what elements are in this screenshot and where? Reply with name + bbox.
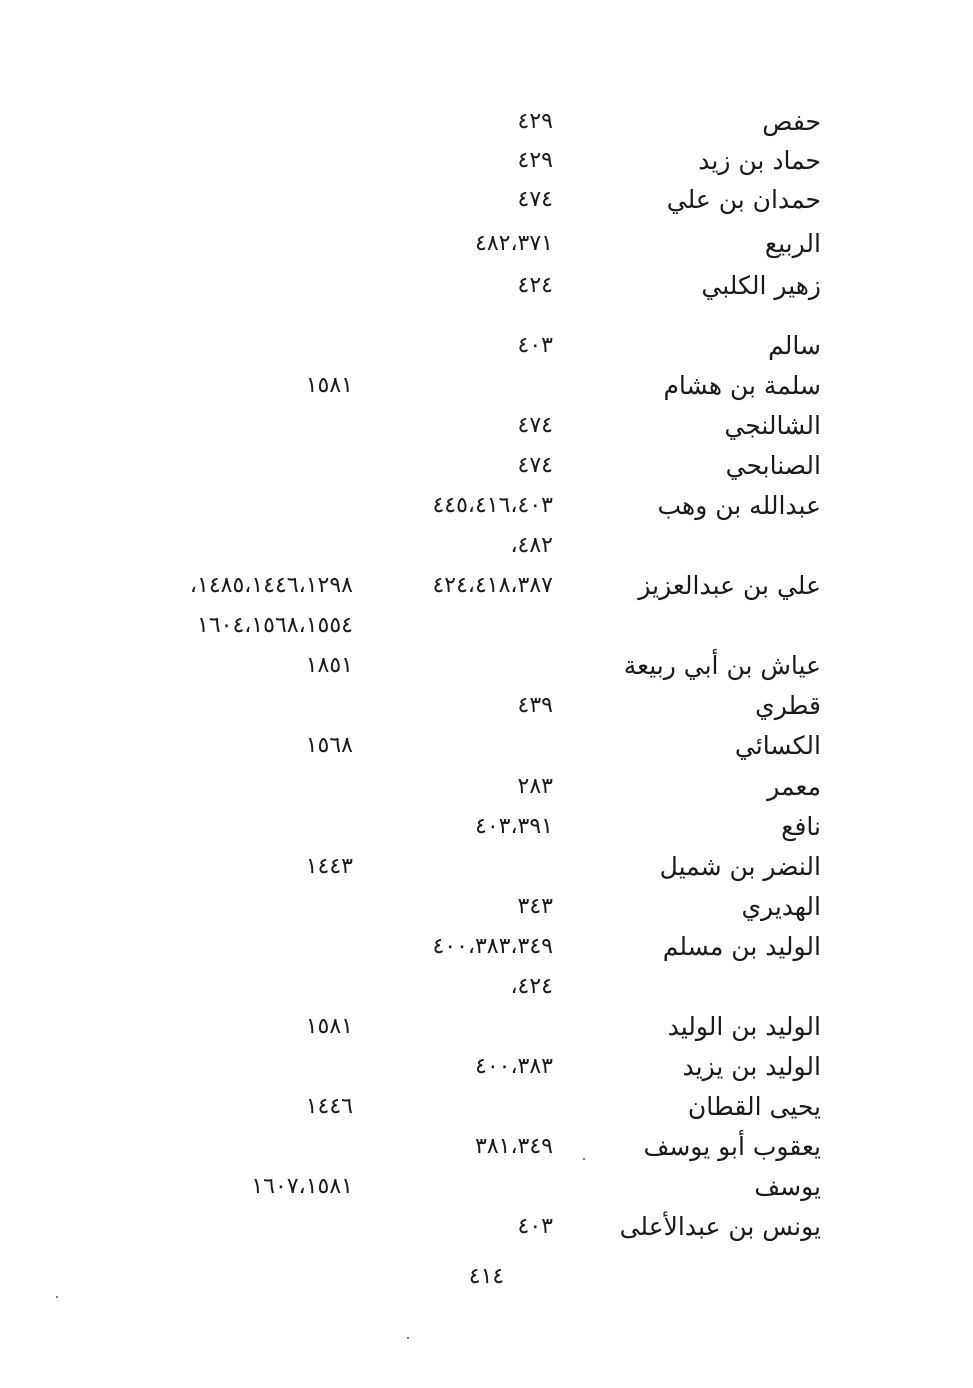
entry-ref-col2: ١٦٠٧،١٥٨١	[251, 1174, 353, 1199]
entry-name: حفص	[762, 107, 821, 136]
entry-ref-col1-continued: ٤٢٤،	[510, 974, 553, 999]
entry-ref-col2: ١٤٨٥،١٤٤٦،١٢٩٨،	[189, 573, 353, 598]
entry-name: النضر بن شميل	[659, 852, 821, 881]
entry-name: الشالنجي	[724, 411, 821, 440]
entry-name: يحيى القطان	[687, 1092, 821, 1121]
entry-ref-col2: ١٤٤٣	[305, 854, 353, 879]
entry-ref-col1: ٤٧٤	[517, 453, 553, 478]
entry-ref-col1: ٤٢٩	[517, 148, 553, 173]
entry-name: الوليد بن مسلم	[662, 932, 821, 961]
entry-ref-col1: ٤٠٣	[517, 1214, 553, 1239]
entry-name: عياش بن أبي ربيعة	[623, 651, 821, 680]
entry-ref-col1: ٤٧٤	[517, 413, 553, 438]
scan-speck	[56, 1296, 58, 1298]
entry-name: نافع	[781, 812, 821, 841]
entry-ref-col1-continued: ٤٨٢،	[510, 533, 553, 558]
entry-name: حماد بن زيد	[698, 146, 821, 175]
entry-ref-col1: ٢٨٣	[517, 774, 553, 799]
entry-name: الوليد بن الوليد	[667, 1012, 821, 1041]
entry-ref-col2: ١٥٦٨	[305, 733, 353, 758]
entry-name: الكسائي	[734, 731, 821, 760]
entry-ref-col1: ٤٢٤	[517, 273, 553, 298]
entry-name: يعقوب أبو يوسف	[643, 1132, 821, 1161]
entry-ref-col1: ٤٠٣	[517, 333, 553, 358]
entry-name: حمدان بن علي	[666, 185, 821, 214]
page-number: ٤١٤	[468, 1264, 505, 1289]
entry-ref-col1: ٤٢٩	[517, 109, 553, 134]
entry-ref-col2: ١٥٨١	[305, 373, 353, 398]
entry-name: يوسف	[754, 1172, 821, 1201]
entry-name: قطري	[755, 691, 821, 720]
entry-ref-col1: ٣٤٣	[517, 894, 553, 919]
entry-name: يونس بن عبدالأعلى	[619, 1212, 821, 1241]
entry-name: الوليد بن يزيد	[682, 1052, 821, 1081]
entry-name: الصنابحي	[725, 451, 821, 480]
entry-ref-col2-continued: ١٦٠٤،١٥٦٨،١٥٥٤	[197, 613, 353, 638]
entry-ref-col2: ١٥٨١	[305, 1014, 353, 1039]
entry-ref-col2: ١٤٤٦	[305, 1094, 353, 1119]
entry-name: عبدالله بن وهب	[657, 491, 821, 520]
entry-name: سالم	[768, 331, 821, 360]
entry-ref-col1: ٤٨٢،٣٧١	[475, 231, 553, 256]
entry-name: سلمة بن هشام	[663, 371, 821, 400]
entry-ref-col1: ٤٠٣،٣٩١	[475, 814, 553, 839]
entry-name: زهير الكلبي	[701, 271, 821, 300]
entry-ref-col1: ٤٢٤،٤١٨،٣٨٧	[432, 573, 553, 598]
entry-ref-col1: ٣٨١،٣٤٩	[475, 1134, 553, 1159]
entry-name: علي بن عبدالعزيز	[638, 571, 821, 600]
entry-ref-col1: ٤٠٠،٣٨٣،٣٤٩	[432, 934, 553, 959]
entry-ref-col1: ٤٧٤	[517, 187, 553, 212]
entry-ref-col2: ١٨٥١	[305, 653, 353, 678]
entry-ref-col1: ٤٠٠،٣٨٣	[475, 1054, 553, 1079]
entry-name: معمر	[767, 772, 821, 801]
entry-name: الهديري	[741, 892, 821, 921]
entry-name: الربيع	[764, 229, 821, 258]
scan-speck	[583, 1158, 585, 1160]
entry-ref-col1: ٤٤٥،٤١٦،٤٠٣	[432, 493, 553, 518]
scan-speck	[407, 1337, 409, 1339]
entry-ref-col1: ٤٣٩	[517, 693, 553, 718]
